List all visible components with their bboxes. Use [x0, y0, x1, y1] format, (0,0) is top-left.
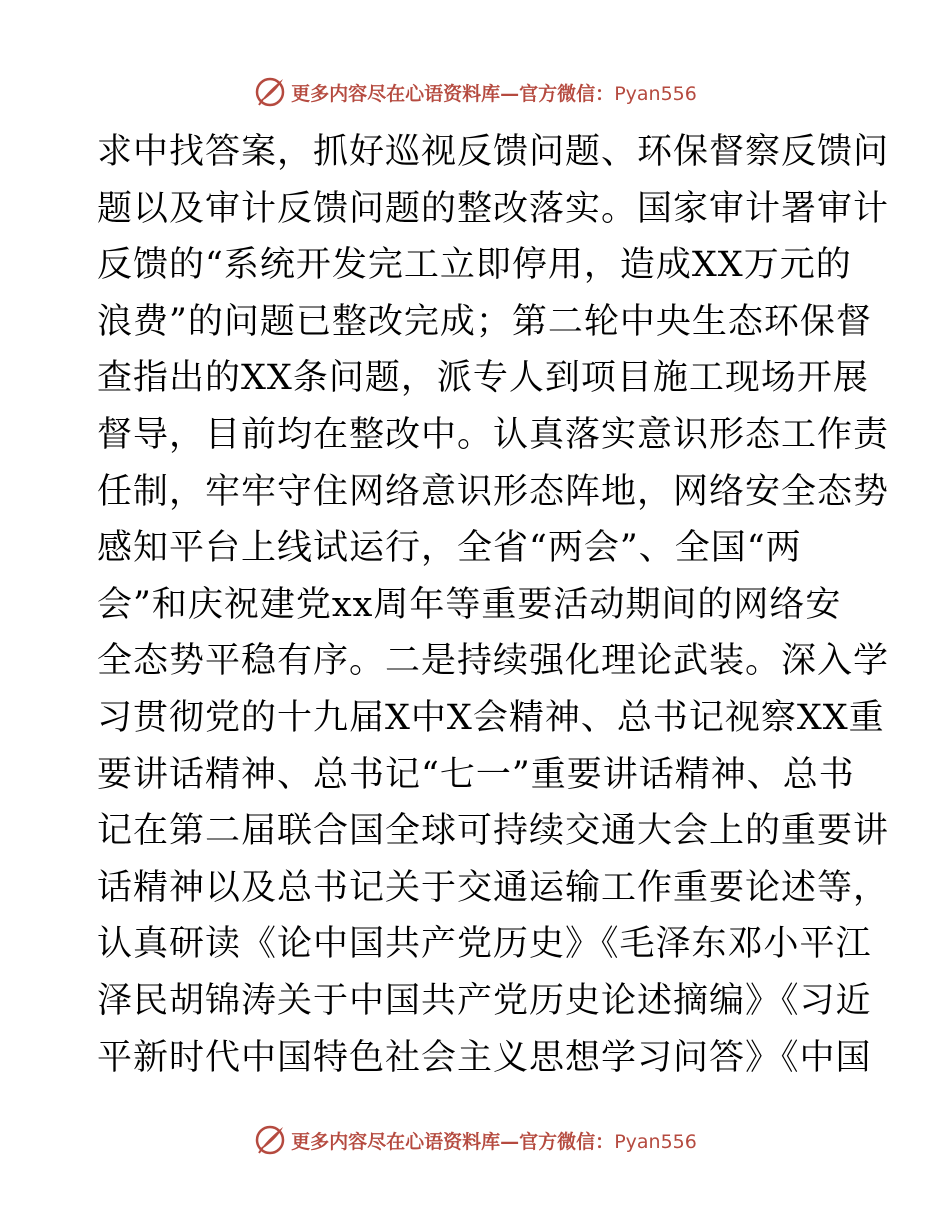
text-line: 会”和庆祝建党xx周年等重要活动期间的网络安 [97, 584, 842, 625]
watermark-text [291, 79, 697, 106]
text-line: 习贯彻党的十九届X中X会精神、总书记视察XX重 [97, 697, 885, 738]
text-line: 平新时代中国特色社会主义思想学习问答》《中国 [97, 1037, 872, 1078]
quill-logo-icon [253, 75, 287, 109]
watermark-main-text: 更多内容尽在心语资料库 [291, 82, 501, 105]
text-line: 泽民胡锦涛关于中国共产党历史论述摘编》《习近 [97, 980, 872, 1021]
text-line: 浪费”的问题已整改完成；第二轮中央生态环保督 [97, 301, 872, 342]
text-line: 话精神以及总书记关于交通运输工作重要论述等， [97, 867, 890, 908]
text-line: 认真研读《论中国共产党历史》《毛泽东邓小平江 [97, 924, 872, 965]
text-line: 要讲话精神、总书记“七一”重要讲话精神、总书 [97, 754, 855, 795]
footer-watermark [0, 1120, 950, 1160]
text-line: 任制，牢牢守住网络意识形态阵地，网络安全态势 [97, 471, 890, 512]
text-line: 记在第二届联合国全球可持续交通大会上的重要讲 [97, 811, 890, 852]
watermark-dash: — [500, 1130, 520, 1153]
watermark-dash: — [500, 82, 520, 105]
document-body [97, 124, 890, 1086]
text-line: 求中找答案，抓好巡视反馈问题、环保督察反馈问 [97, 132, 890, 172]
text-line: 题以及审计反馈问题的整改落实。国家审计署审计 [97, 188, 890, 229]
watermark-main-text: 更多内容尽在心语资料库 [291, 1130, 501, 1153]
watermark-handle: Pyan556 [614, 1130, 697, 1153]
text-line: 查指出的XX条问题，派专人到项目施工现场开展 [97, 358, 869, 399]
watermark-text [291, 1127, 697, 1154]
watermark-handle: Pyan556 [614, 82, 697, 105]
watermark-official-label: 官方微信： [519, 82, 615, 105]
quill-logo-icon [253, 1123, 287, 1157]
text-line: 感知平台上线试运行，全省“两会”、全国“两 [97, 528, 802, 569]
header-watermark [0, 72, 950, 112]
watermark-official-label: 官方微信： [519, 1130, 615, 1153]
text-line: 全态势平稳有序。二是持续强化理论武装。深入学 [97, 641, 890, 682]
text-line: 反馈的“系统开发完工立即停用，造成XX万元的 [97, 245, 852, 286]
text-line: 督导，目前均在整改中。认真落实意识形态工作责 [97, 414, 890, 455]
